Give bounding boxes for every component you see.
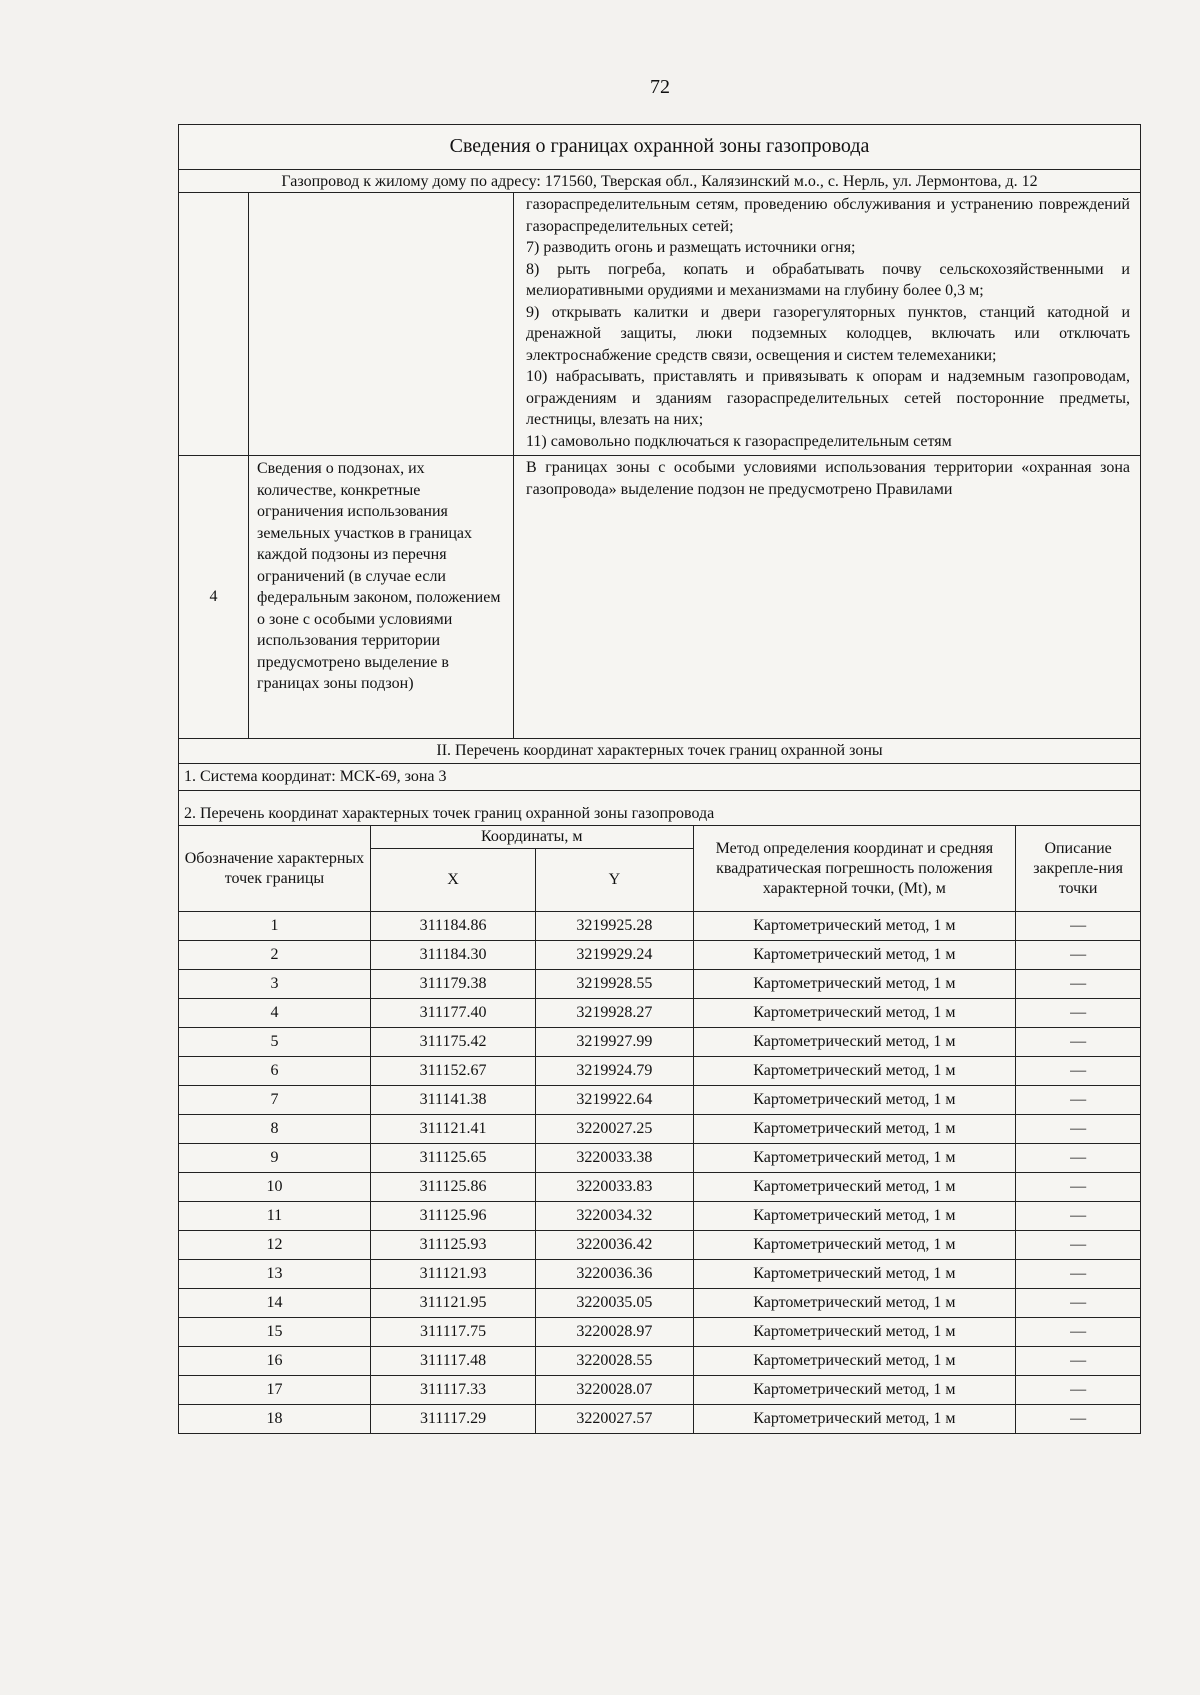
table-row <box>179 1086 1140 1115</box>
point-number-cell: 16 <box>179 1347 370 1376</box>
document-title: Сведения о границах охранной зоны газопровода <box>179 125 1140 170</box>
method-cell: Картометрический метод, 1 м <box>693 1405 1016 1434</box>
y-coordinate-cell: 3220036.36 <box>536 1260 693 1289</box>
description-cell: — <box>1016 1231 1140 1260</box>
x-coordinate-cell: 311179.38 <box>370 970 535 999</box>
coords-header-row <box>179 826 1140 849</box>
method-cell: Картометрический метод, 1 м <box>693 1115 1016 1144</box>
header-x: X <box>370 849 535 912</box>
y-coordinate-cell: 3220028.07 <box>536 1376 693 1405</box>
table-row <box>179 1144 1140 1173</box>
point-number-cell: 11 <box>179 1202 370 1231</box>
table-row <box>179 1057 1140 1086</box>
coords-body <box>179 912 1140 1434</box>
method-cell: Картометрический метод, 1 м <box>693 1202 1016 1231</box>
table-row <box>179 1231 1140 1260</box>
point-number-cell: 2 <box>179 941 370 970</box>
y-coordinate-cell: 3219928.27 <box>536 999 693 1028</box>
table-row <box>179 970 1140 999</box>
y-coordinate-cell: 3220033.38 <box>536 1144 693 1173</box>
y-coordinate-cell: 3220036.42 <box>536 1231 693 1260</box>
header-coords: Координаты, м <box>370 826 693 849</box>
description-cell: — <box>1016 1347 1140 1376</box>
description-cell: — <box>1016 999 1140 1028</box>
document-sheet <box>178 124 1141 1434</box>
description-cell: — <box>1016 1376 1140 1405</box>
restrictions-table <box>179 193 1140 739</box>
object-description: Газопровод к жилому дому по адресу: 171560, Тверская обл., Калязинский м.о., с. Нерль, ул. Лермонтова, д. 12 <box>179 170 1140 193</box>
description-cell: — <box>1016 1202 1140 1231</box>
x-coordinate-cell: 311121.93 <box>370 1260 535 1289</box>
table-row <box>179 941 1140 970</box>
coordinates-table <box>179 826 1140 1433</box>
x-coordinate-cell: 311121.41 <box>370 1115 535 1144</box>
y-coordinate-cell: 3220027.25 <box>536 1115 693 1144</box>
y-coordinate-cell: 3220028.97 <box>536 1318 693 1347</box>
y-coordinate-cell: 3220035.05 <box>536 1289 693 1318</box>
x-coordinate-cell: 311152.67 <box>370 1057 535 1086</box>
description-cell: — <box>1016 1173 1140 1202</box>
subzone-number: 4 <box>179 456 249 739</box>
point-number-cell: 9 <box>179 1144 370 1173</box>
y-coordinate-cell: 3219922.64 <box>536 1086 693 1115</box>
method-cell: Картометрический метод, 1 м <box>693 1173 1016 1202</box>
description-cell: — <box>1016 1028 1140 1057</box>
x-coordinate-cell: 311184.30 <box>370 941 535 970</box>
header-method <box>693 826 1016 912</box>
x-coordinate-cell: 311121.95 <box>370 1289 535 1318</box>
method-cell: Картометрический метод, 1 м <box>693 1376 1016 1405</box>
coordinate-system: 1. Система координат: МСК-69, зона 3 <box>179 764 1140 791</box>
description-cell: — <box>1016 1260 1140 1289</box>
x-coordinate-cell: 311117.48 <box>370 1347 535 1376</box>
restrictions-text: газораспределительным сетям, проведению обслуживания и устранению повреждений газораспределительных сетей; 7) разводить огонь и размещать источники огня; 8) рыть погреба, копать и обрабатывать почву сельскохозяйственными и мелиоративными орудиями и механизмами на глубину более 0,3 м; 9) открывать калитки и двери газорегуляторных пунктов, станций катодной и дренажной защиты, люки подземных колодцев, включать или отключать электроснабжение средств связи, освещения и систем телемеханики; 10) набрасывать, приставлять и привязывать к опорам и надземным газопроводам, ограждениям и зданиям газораспределительных сетей посторонние предметы, лестницы, влезать на них; 11) самовольно подключаться к газораспределительным сетям <box>514 193 1141 456</box>
table-row <box>179 1028 1140 1057</box>
point-number-cell: 13 <box>179 1260 370 1289</box>
table-row <box>179 1202 1140 1231</box>
x-coordinate-cell: 311175.42 <box>370 1028 535 1057</box>
description-cell: — <box>1016 1289 1140 1318</box>
y-coordinate-cell: 3219927.99 <box>536 1028 693 1057</box>
y-coordinate-cell: 3220033.83 <box>536 1173 693 1202</box>
header-y: Y <box>536 849 693 912</box>
x-coordinate-cell: 311177.40 <box>370 999 535 1028</box>
description-cell: — <box>1016 1318 1140 1347</box>
method-cell: Картометрический метод, 1 м <box>693 970 1016 999</box>
description-cell: — <box>1016 1057 1140 1086</box>
method-cell: Картометрический метод, 1 м <box>693 1318 1016 1347</box>
header-method-text: Метод определения координат и средняя квадратическая погрешность положения характерной точки, (Mt), м <box>715 839 994 897</box>
point-number-cell: 17 <box>179 1376 370 1405</box>
method-cell: Картометрический метод, 1 м <box>693 1289 1016 1318</box>
table-row <box>179 1260 1140 1289</box>
x-coordinate-cell: 311141.38 <box>370 1086 535 1115</box>
description-cell: — <box>1016 970 1140 999</box>
table-row <box>179 912 1140 941</box>
description-cell: — <box>1016 941 1140 970</box>
subzone-row <box>179 456 1140 739</box>
table-row <box>179 1318 1140 1347</box>
point-number-cell: 4 <box>179 999 370 1028</box>
table-row <box>179 1289 1140 1318</box>
x-coordinate-cell: 311125.65 <box>370 1144 535 1173</box>
method-cell: Картометрический метод, 1 м <box>693 1086 1016 1115</box>
point-number-cell: 15 <box>179 1318 370 1347</box>
description-cell: — <box>1016 1115 1140 1144</box>
row-name-empty <box>249 193 514 456</box>
method-cell: Картометрический метод, 1 м <box>693 1260 1016 1289</box>
page-number: 72 <box>650 76 670 98</box>
description-cell: — <box>1016 912 1140 941</box>
x-coordinate-cell: 311117.33 <box>370 1376 535 1405</box>
method-cell: Картометрический метод, 1 м <box>693 1057 1016 1086</box>
point-number-cell: 8 <box>179 1115 370 1144</box>
method-cell: Картометрический метод, 1 м <box>693 912 1016 941</box>
y-coordinate-cell: 3220028.55 <box>536 1347 693 1376</box>
point-number-cell: 12 <box>179 1231 370 1260</box>
table-row <box>179 1376 1140 1405</box>
y-coordinate-cell: 3219929.24 <box>536 941 693 970</box>
point-number-cell: 1 <box>179 912 370 941</box>
subzone-value: В границах зоны с особыми условиями использования территории «охранная зона газопровода» выделение подзон не предусмотрено Правилами <box>514 456 1141 739</box>
row-number-empty <box>179 193 249 456</box>
subzone-name: Сведения о подзонах, их количестве, конкретные ограничения использования земельных участков в границах каждой подзоны из перечня ограничений (в случае если федеральным законом, положением о зоне с особыми условиями использования территории предусмотрено выделение в границах зоны подзон) <box>249 456 514 739</box>
point-number-cell: 7 <box>179 1086 370 1115</box>
header-desc: Описание закрепле-ния точки <box>1016 826 1140 912</box>
y-coordinate-cell: 3219925.28 <box>536 912 693 941</box>
table-row <box>179 1347 1140 1376</box>
method-cell: Картометрический метод, 1 м <box>693 941 1016 970</box>
x-coordinate-cell: 311184.86 <box>370 912 535 941</box>
header-point: Обозначение характерных точек границы <box>179 826 370 912</box>
method-cell: Картометрический метод, 1 м <box>693 999 1016 1028</box>
point-number-cell: 10 <box>179 1173 370 1202</box>
x-coordinate-cell: 311125.93 <box>370 1231 535 1260</box>
y-coordinate-cell: 3220027.57 <box>536 1405 693 1434</box>
section-2-title: II. Перечень координат характерных точек границ охранной зоны <box>179 739 1140 764</box>
coords-list-title: 2. Перечень координат характерных точек границ охранной зоны газопровода <box>179 791 1140 826</box>
point-number-cell: 3 <box>179 970 370 999</box>
table-row <box>179 1405 1140 1434</box>
point-number-cell: 14 <box>179 1289 370 1318</box>
point-number-cell: 6 <box>179 1057 370 1086</box>
description-cell: — <box>1016 1086 1140 1115</box>
table-row <box>179 999 1140 1028</box>
y-coordinate-cell: 3220034.32 <box>536 1202 693 1231</box>
method-cell: Картометрический метод, 1 м <box>693 1231 1016 1260</box>
description-cell: — <box>1016 1144 1140 1173</box>
y-coordinate-cell: 3219928.55 <box>536 970 693 999</box>
restrictions-continued-row <box>179 193 1140 456</box>
table-row <box>179 1115 1140 1144</box>
y-coordinate-cell: 3219924.79 <box>536 1057 693 1086</box>
x-coordinate-cell: 311125.86 <box>370 1173 535 1202</box>
x-coordinate-cell: 311117.29 <box>370 1405 535 1434</box>
table-row <box>179 1173 1140 1202</box>
point-number-cell: 5 <box>179 1028 370 1057</box>
x-coordinate-cell: 311125.96 <box>370 1202 535 1231</box>
method-cell: Картометрический метод, 1 м <box>693 1144 1016 1173</box>
description-cell: — <box>1016 1405 1140 1434</box>
method-cell: Картометрический метод, 1 м <box>693 1347 1016 1376</box>
method-cell: Картометрический метод, 1 м <box>693 1028 1016 1057</box>
x-coordinate-cell: 311117.75 <box>370 1318 535 1347</box>
point-number-cell: 18 <box>179 1405 370 1434</box>
